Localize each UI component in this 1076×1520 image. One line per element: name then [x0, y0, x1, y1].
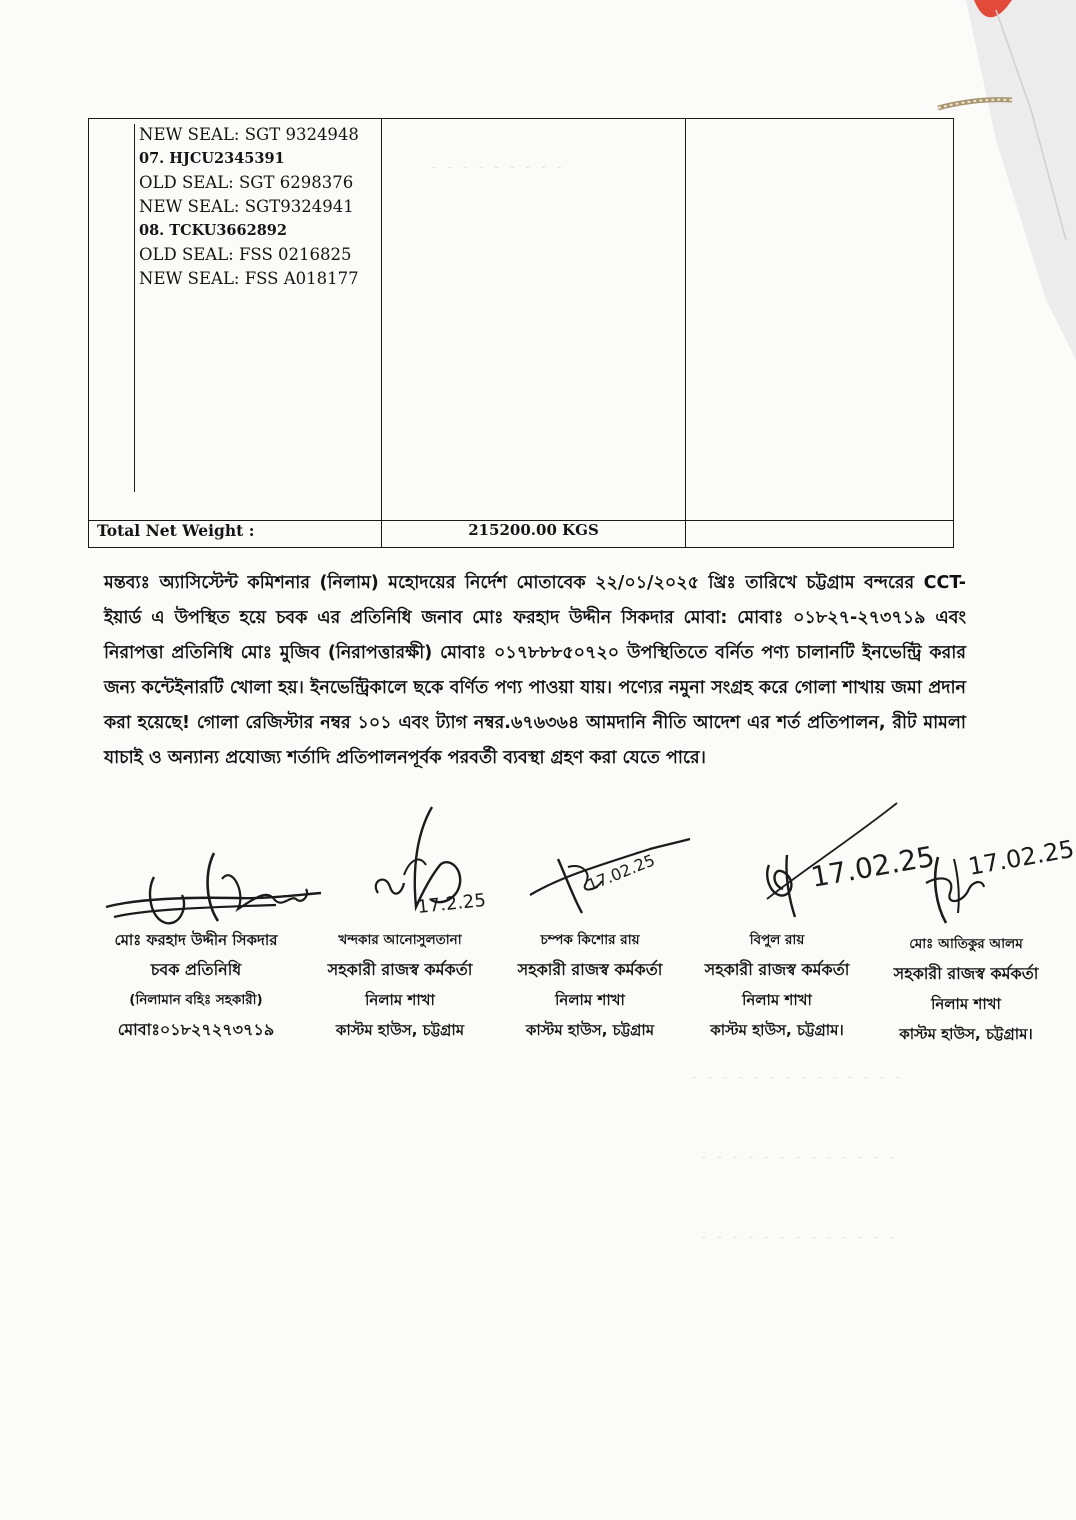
empty-cell: [382, 119, 686, 521]
empty-cell: [686, 521, 954, 548]
bleed-through-text: - - - - - - - - - - - - - -: [690, 1070, 902, 1085]
signature-1: [96, 795, 326, 945]
signatory-name: খন্দকার আনোসুলতানা: [338, 932, 462, 948]
signatory-designation: সহকারী রাজস্ব কর্মকর্তা: [327, 960, 473, 979]
signatory-name: বিপুল রায়: [749, 932, 805, 948]
signatory-name: চম্পক কিশোর রায়: [540, 932, 640, 948]
total-net-weight-label: Total Net Weight :: [89, 521, 382, 548]
signatory-designation: সহকারী রাজস্ব কর্মকর্তা: [893, 964, 1039, 983]
empty-cell: [686, 119, 954, 521]
table-inner-border: [134, 124, 139, 492]
seal-list-item: NEW SEAL: FSS A018177: [139, 269, 359, 288]
bleed-through-text: - - - - - - - - - - - - -: [700, 1150, 896, 1165]
signatory-branch: নিলাম শাখা: [365, 991, 435, 1009]
total-row: [89, 521, 954, 548]
total-net-weight-value: 215200.00 KGS: [382, 521, 686, 548]
seal-list: [89, 119, 381, 291]
signature-3: [490, 795, 700, 925]
bleed-through-text: - - - - - - - - - - - - -: [700, 1230, 896, 1245]
seal-list-item: 07. HJCU2345391: [139, 150, 285, 167]
signatory-office: কাস্টম হাউস, চট্টগ্রাম।: [899, 1025, 1033, 1043]
signatory-branch: নিলাম শাখা: [931, 995, 1001, 1013]
signatory-office: কাস্টম হাউস, চট্টগ্রাম।: [710, 1021, 844, 1039]
signatory-branch: নিলাম শাখা: [742, 991, 812, 1009]
bleed-through-text: - - - - - - - - -: [430, 160, 564, 175]
signatory-designation: সহকারী রাজস্ব কর্মকর্তা: [704, 960, 850, 979]
signatory-designation: চবক প্রতিনিধি: [150, 960, 242, 979]
seal-list-item: OLD SEAL: SGT 6298376: [139, 173, 354, 192]
signature-5: [866, 795, 1076, 935]
signatory-branch: (নিলামান বহিঃ সহকারী): [129, 992, 263, 1008]
signature-2: [300, 795, 500, 925]
seal-list-item: NEW SEAL: SGT 9324948: [139, 125, 359, 144]
signatory-branch: নিলাম শাখা: [555, 991, 625, 1009]
seal-list-cell: [89, 119, 382, 521]
signatory-designation: সহকারী রাজস্ব কর্মকর্তা: [517, 960, 663, 979]
seal-list-item: NEW SEAL: SGT9324941: [139, 197, 354, 216]
seal-table: [88, 118, 954, 548]
svg-text:17.02.25: 17.02.25: [966, 834, 1076, 881]
signatory-office: মোবাঃ০১৮২৭২৭৩৭১৯: [117, 1020, 275, 1039]
seal-list-item: OLD SEAL: FSS 0216825: [139, 245, 352, 264]
signatory-office: কাস্টম হাউস, চট্টগ্রাম: [525, 1021, 655, 1039]
signatory-name: মোঃ ফরহাদ উদ্দীন সিকদার: [114, 931, 278, 949]
svg-text:17.02.25: 17.02.25: [584, 850, 658, 895]
svg-text:17.02.25: 17.02.25: [808, 839, 938, 894]
signatory-name: মোঃ আতিকুর আলম: [909, 936, 1023, 952]
remarks-paragraph: মন্তব্যঃ অ্যাসিস্টেন্ট কমিশনার (নিলাম) মহোদয়ের নির্দেশ মোতাবেক ২২/০১/২০২৫ খ্রিঃ তারিখে চট্টগ্রাম বন্দরের CCT- ইয়ার্ড এ উপস্থিত হয়ে চবক এর প্রতিনিধি জনাব মোঃ ফরহাদ উদ্দীন সিকদার মোবা: মোবাঃ ০১৮২৭-২৭৩৭১৯ এবং নিরাপত্তা প্রতিনিধি মোঃ মুজিব (নিরাপত্তারক্ষী) মোবাঃ ০১৭৮৮৮৫০৭২০ উপস্থিতিতে বর্নিত পণ্য চালানটি ইনভেন্ট্রি করার জন্য কন্টেইনারটি খোলা হয়। ইনভেন্ট্রিকালে ছকে বর্ণিত পণ্য পাওয়া যায়। পণ্যের নমুনা সংগ্রহ করে গোলা শাখায় জমা প্রদান করা হয়েছে! গোলা রেজিস্টার নম্বর ১০১ এবং ট্যাগ নম্বর.৬৭৬৩৬৪ আমদানি নীতি আদেশ এর শর্ত প্রতিপালন, রীট মামলা যাচাই ও অন্যান্য প্রযোজ্য শর্তাদি প্রতিপালনপূর্বক পরবর্তী ব্যবস্থা গ্রহণ করা যেতে পারে।: [104, 572, 966, 768]
svg-text:17.2.25: 17.2.25: [416, 889, 487, 918]
seal-list-item: 08. TCKU3662892: [139, 222, 287, 239]
signatory-office: কাস্টম হাউস, চট্টগ্রাম: [335, 1021, 465, 1039]
